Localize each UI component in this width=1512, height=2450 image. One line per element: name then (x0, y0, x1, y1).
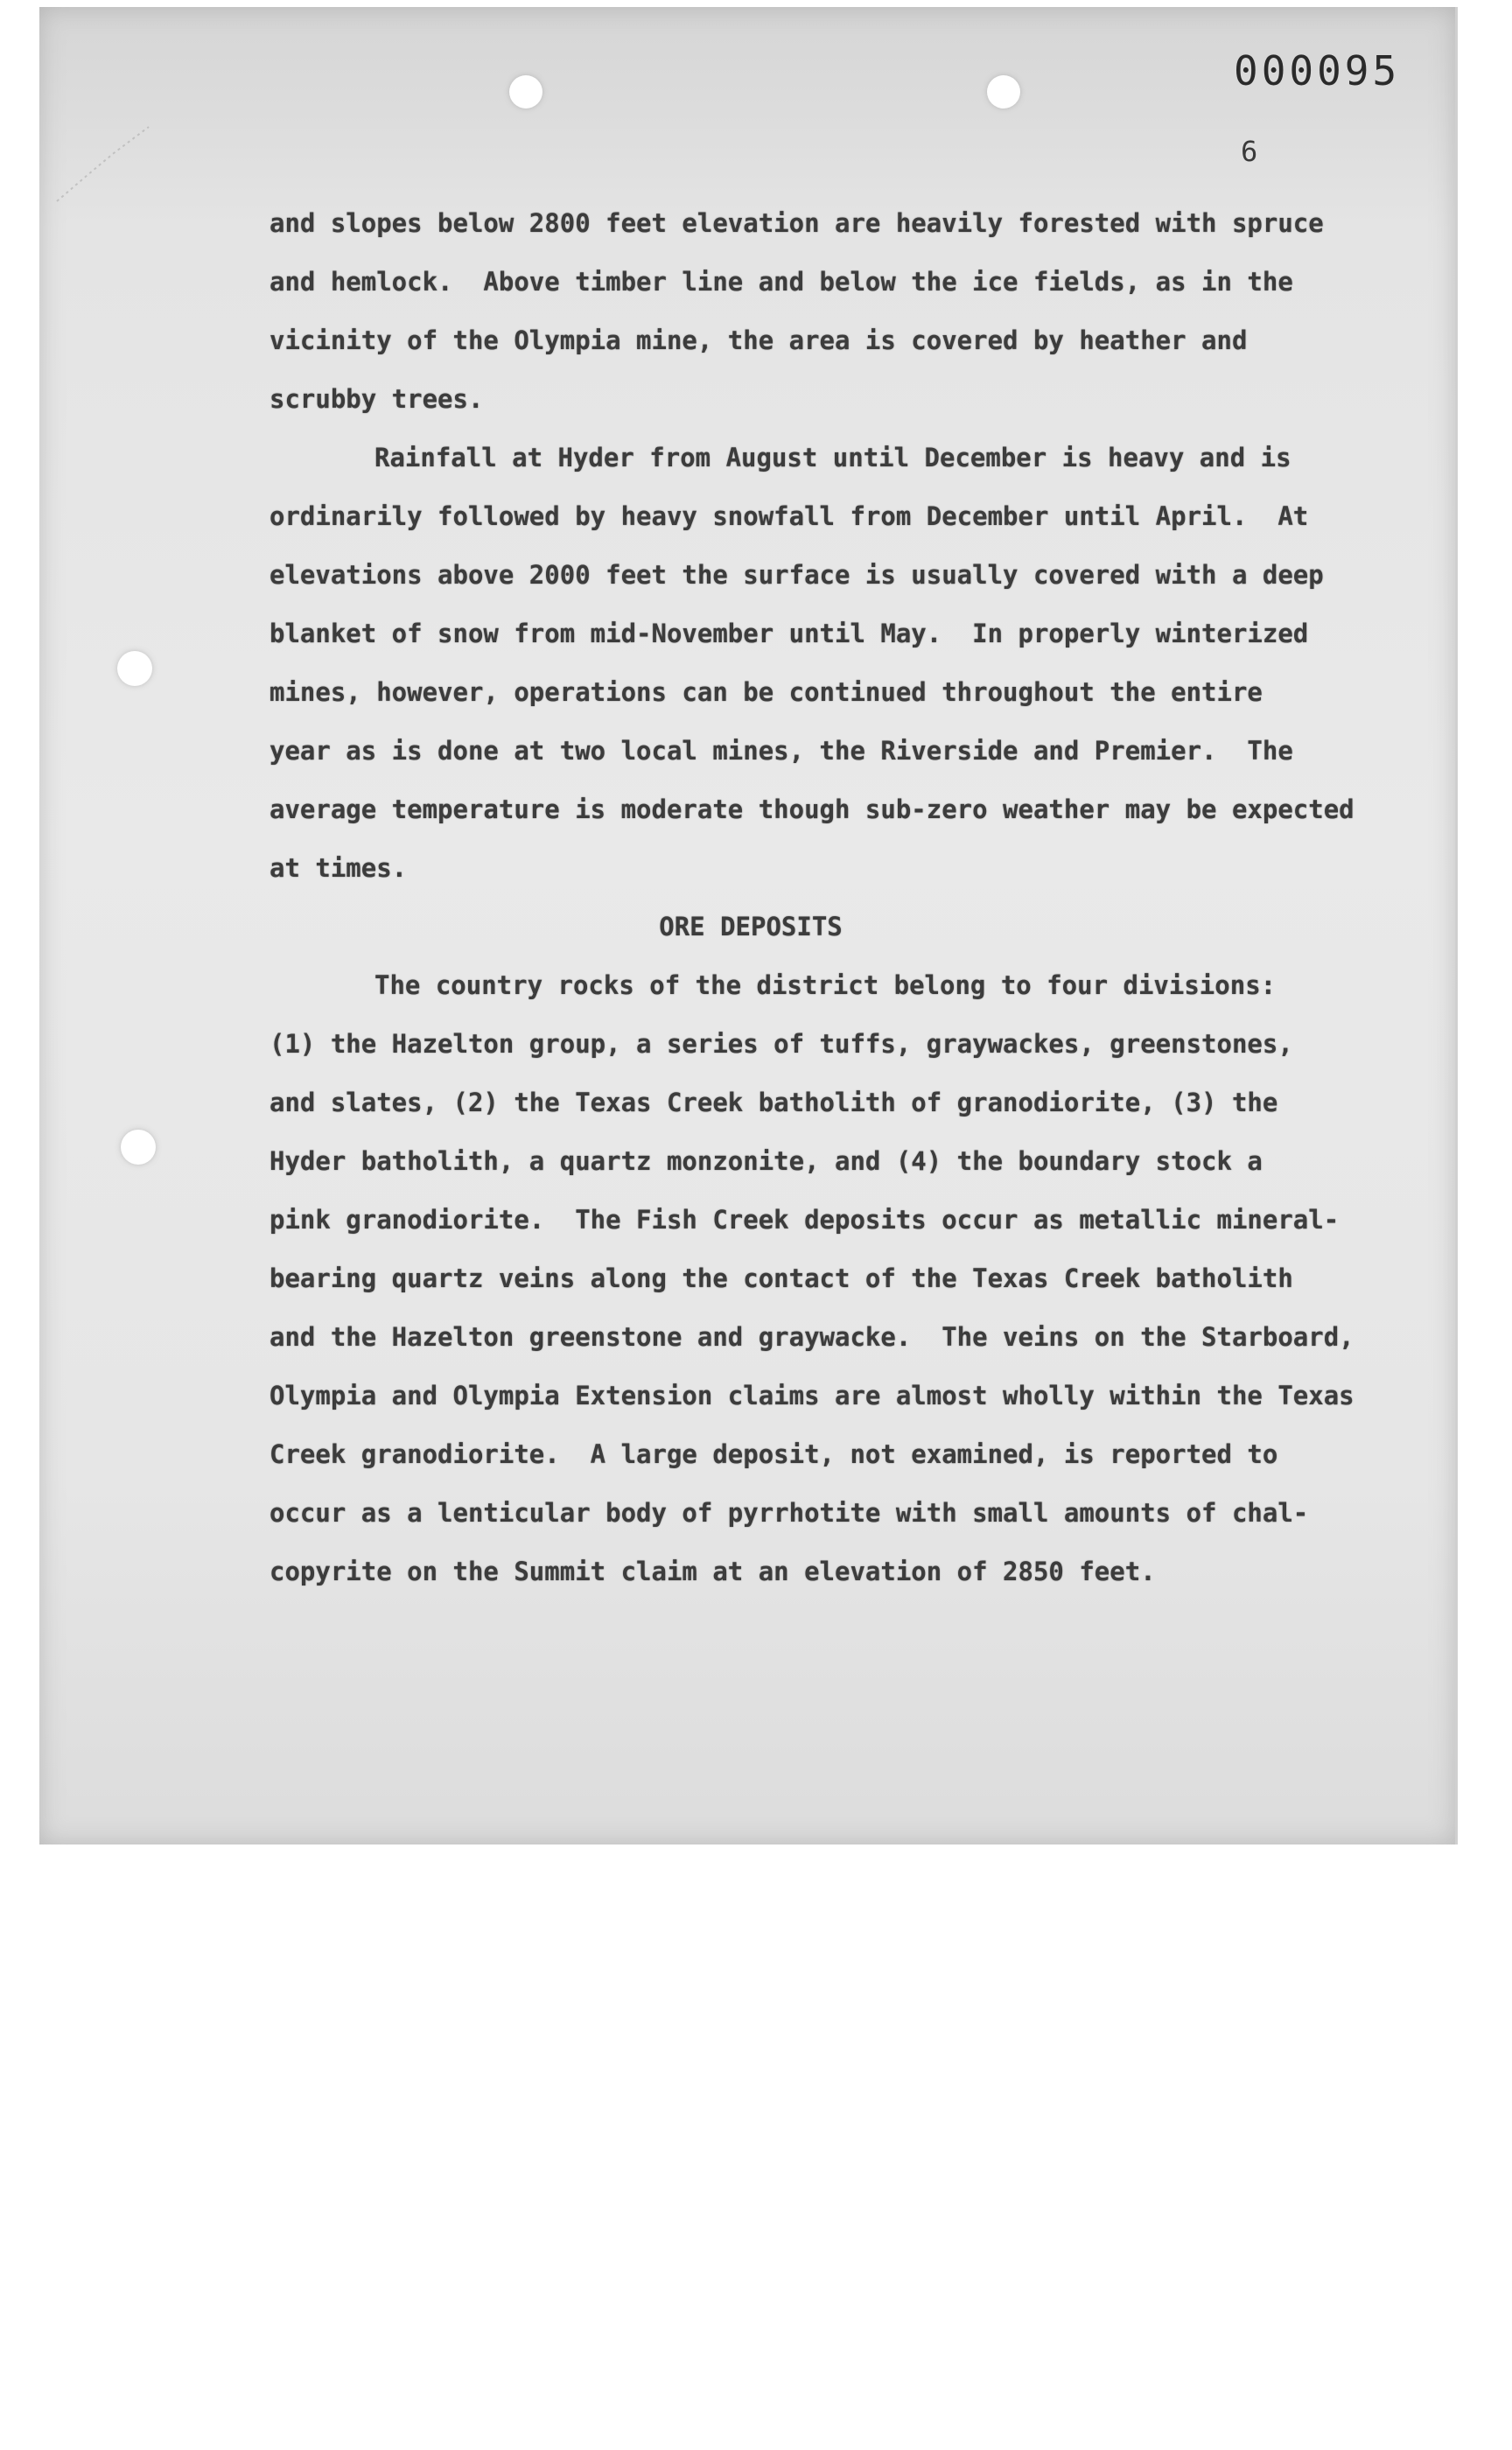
text-line: Hyder batholith, a quartz monzonite, and (4) the boundary stock a (270, 1146, 1263, 1176)
body-text (270, 194, 1354, 1601)
page-number: 6 (1241, 135, 1258, 168)
text-line: and slates, (2) the Texas Creek batholith of granodiorite, (3) the (270, 1088, 1278, 1117)
text-line: elevations above 2000 feet the surface is usually covered with a deep (270, 560, 1324, 590)
punch-hole (509, 75, 542, 108)
text-line: and the Hazelton greenstone and graywacke. The veins on the Starboard, (270, 1322, 1354, 1352)
punch-hole (987, 75, 1020, 108)
punch-hole (121, 1130, 156, 1165)
text-line: at times. (270, 853, 408, 883)
text-line: Olympia and Olympia Extension claims are almost wholly within the Texas (270, 1381, 1354, 1410)
text-line: and slopes below 2800 feet elevation are heavily forested with spruce (270, 208, 1324, 238)
text-line: copyrite on the Summit claim at an elevation of 2850 feet. (270, 1557, 1156, 1586)
text-line: vicinity of the Olympia mine, the area is covered by heather and (270, 326, 1248, 355)
text-line: Rainfall at Hyder from August until December is heavy and is (374, 443, 1292, 472)
text-line: average temperature is moderate though sub-zero weather may be expected (270, 794, 1354, 824)
text-line: mines, however, operations can be continued throughout the entire (270, 677, 1263, 707)
text-line: bearing quartz veins along the contact of the Texas Creek batholith (270, 1264, 1293, 1293)
text-line: ordinarily followed by heavy snowfall from December until April. At (270, 501, 1309, 531)
text-line: and hemlock. Above timber line and below the ice fields, as in the (270, 267, 1293, 297)
text-line: (1) the Hazelton group, a series of tuffs, graywackes, greenstones, (270, 1029, 1293, 1059)
text-line: occur as a lenticular body of pyrrhotite with small amounts of chal- (270, 1498, 1309, 1528)
text-line: scrubby trees. (270, 384, 484, 414)
text-line: Creek granodiorite. A large deposit, not examined, is reported to (270, 1439, 1278, 1469)
text-line: pink granodiorite. The Fish Creek deposits occur as metallic mineral- (270, 1205, 1340, 1235)
section-heading: ORE DEPOSITS (659, 912, 843, 942)
document-id-stamp: 000095 (1234, 47, 1401, 94)
text-line: blanket of snow from mid-November until May. In properly winterized (270, 619, 1309, 648)
text-line: year as is done at two local mines, the Riverside and Premier. The (270, 736, 1293, 766)
punch-hole (117, 651, 152, 686)
text-line: The country rocks of the district belong to four divisions: (374, 970, 1277, 1000)
